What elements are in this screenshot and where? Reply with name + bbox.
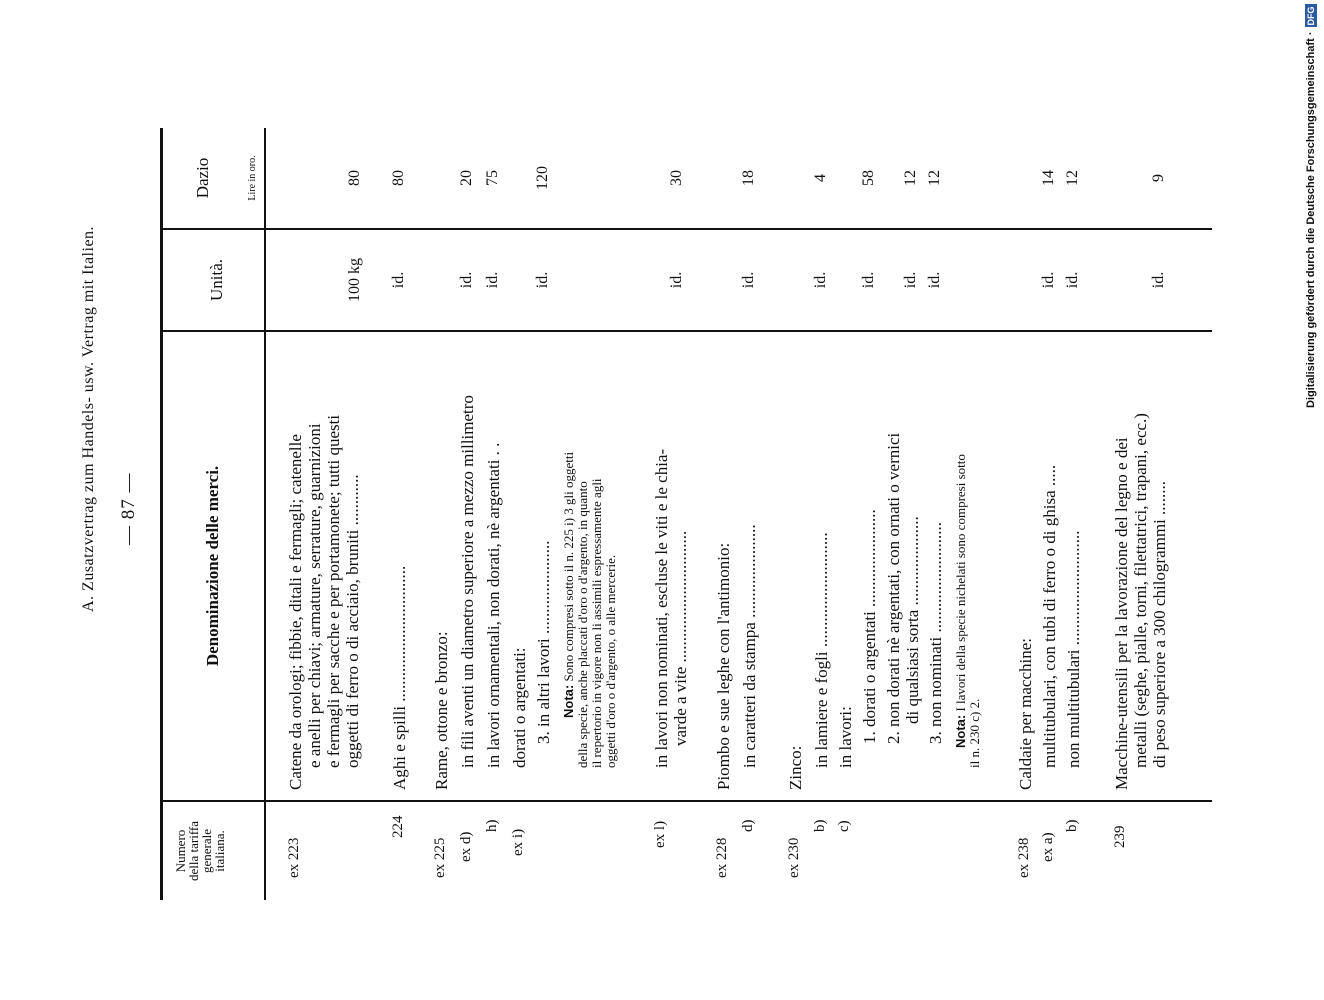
- item-description: dorati o argentati:: [510, 647, 529, 768]
- duty-value: 9: [1150, 174, 1167, 182]
- col-header-number-l3: generale: [199, 828, 214, 874]
- desc-line: Catene da orologi; fibbie, ditali e fermagli; catenelle: [286, 434, 305, 790]
- desc-line: e anelli per chiavi; armature, serrature, guarnizioni: [305, 423, 324, 768]
- item-description: Caldaie per macchine:: [1016, 638, 1035, 790]
- tariff-number: 224: [390, 815, 406, 838]
- tariff-number: ex 230: [786, 837, 802, 878]
- col-header-number-l4: italiana.: [212, 830, 227, 872]
- item-description: Aghi e spilli ................................: [390, 565, 409, 790]
- item-description: 1. dorati o argentati .......................: [860, 509, 879, 744]
- desc-line: metalli (seghe, pialle, torni, filettatrici, trapani, ecc.): [1131, 413, 1150, 768]
- nota-line: il repertorio in vigore non li assimili espressamente agli: [589, 478, 604, 768]
- item-description: Rame, ottone e bronzo:: [432, 631, 451, 790]
- item-description: [286, 415, 362, 790]
- item-description: 3. non nominati ..........................: [926, 522, 945, 744]
- desc-line: Macchine-utensili per la lavorazione del legno e dei: [1112, 437, 1131, 790]
- unit-value: id.: [484, 271, 501, 289]
- tariff-number: d): [740, 819, 756, 832]
- item-description: in lamiere e fogli ...........................: [812, 532, 831, 768]
- desc-line: varde a vite ...............................: [671, 530, 690, 746]
- duty-value: 14: [1040, 170, 1057, 186]
- tariff-number: c): [836, 820, 852, 832]
- item-description: 3. in altri lavori ......................: [534, 540, 553, 744]
- unit-value: id.: [1150, 271, 1167, 289]
- unit-value: id.: [902, 271, 919, 289]
- tariff-number: ex i): [510, 828, 526, 856]
- tariff-number: b): [812, 819, 828, 832]
- item-description: in lavori:: [836, 706, 855, 768]
- unit-value: id.: [1040, 271, 1057, 289]
- duty-value: 120: [534, 166, 551, 190]
- nota-block: [562, 452, 618, 768]
- dfg-watermark-text: Digitalisierung gefördert durch die Deutsche Forschungsgemeinschaft ·: [1305, 31, 1317, 408]
- desc-line: di peso superiore a 300 chilogrammi ........: [1150, 480, 1169, 768]
- desc-line: e fermagli per sacche e per portamonete; tutti questi: [324, 414, 343, 768]
- desc-line: oggetti di ferro o di acciaio, bruniti ............: [343, 474, 362, 768]
- duty-value: 20: [458, 170, 475, 186]
- tariff-number: h): [484, 819, 500, 832]
- col-header-number-l1: Numero: [173, 829, 188, 873]
- table-top-rule: [160, 128, 163, 900]
- unit-value: id.: [534, 271, 551, 289]
- item-description: in fili aventi un diametro superiore a mezzo millimetro: [458, 395, 477, 768]
- item-description: [1112, 413, 1169, 790]
- duty-value: 12: [926, 170, 943, 186]
- col-rule-description: [160, 330, 1212, 332]
- duty-value: 4: [812, 174, 829, 182]
- unit-value: id.: [390, 271, 407, 289]
- desc-line: 2. non dorati nè argentati, con ornati o vernici: [884, 432, 903, 744]
- unit-value: id.: [860, 271, 877, 289]
- desc-line: di qualsiasi sorta .....................: [903, 516, 922, 724]
- tariff-number: ex a): [1040, 832, 1056, 862]
- dfg-watermark: [1300, 8, 1322, 408]
- tariff-number: b): [1064, 819, 1080, 832]
- tariff-number: ex d): [458, 831, 474, 862]
- nota-line: oggetti d'oro o d'argento, o alle mercerie.: [603, 554, 618, 768]
- desc-line: in lavori non nominati, escluse le viti e le chia-: [652, 448, 671, 768]
- item-description: Piombo e sue leghe con l'antimonio:: [714, 542, 733, 790]
- tariff-number: ex l): [652, 820, 668, 848]
- col-rule-number: [160, 800, 1212, 802]
- nota-line: della specie, anche placcati d'oro o d'argento, in quanto: [575, 481, 590, 768]
- duty-value: 30: [668, 170, 685, 186]
- unit-value: id.: [668, 271, 685, 289]
- running-header-title: A. Zusatzvertrag zum Handels- usw. Vertrag mit Italien.: [80, 225, 97, 612]
- duty-value: 12: [902, 170, 919, 186]
- unit-value: id.: [740, 271, 757, 289]
- page-number: — 87 —: [118, 472, 139, 545]
- unit-value: id.: [1064, 271, 1081, 289]
- col-header-number: [174, 802, 226, 900]
- unit-value: id.: [926, 271, 943, 289]
- item-description: Zinco:: [786, 745, 805, 790]
- nota-block: [954, 454, 982, 768]
- item-description: multitubulari, con tubi di ferro o di ghisa .....: [1040, 464, 1059, 768]
- duty-value: 80: [390, 170, 407, 186]
- unit-value: 100 kg: [346, 258, 363, 302]
- item-description: non multitubulari ...........................: [1064, 530, 1083, 768]
- nota-line: il n. 230 c) 2.: [967, 698, 982, 768]
- nota-line: I lavori della specie nichelati sono compresi sotto: [953, 454, 968, 712]
- item-description: in lavori ornamentali, non dorati, nè argentati . .: [484, 442, 503, 768]
- unit-value: id.: [458, 271, 475, 289]
- col-header-duty-sub: Lire in oro.: [247, 155, 258, 201]
- tariff-number: ex 238: [1016, 837, 1032, 878]
- duty-value: 80: [346, 170, 363, 186]
- nota-label: Nota:: [561, 684, 576, 718]
- tariff-number: ex 225: [432, 837, 448, 878]
- nota-label: Nota:: [953, 714, 968, 748]
- unit-value: id.: [812, 271, 829, 289]
- header-bottom-rule: [264, 128, 266, 900]
- item-description: [652, 449, 690, 768]
- dfg-logo: DFG: [1306, 6, 1316, 26]
- duty-value: 18: [740, 170, 757, 186]
- item-description: in caratteri da stampa ......................: [740, 524, 759, 768]
- tariff-number: ex 228: [714, 837, 730, 878]
- nota-line: Sono compresi sotto il n. 225 i) 3 gli oggetti: [561, 451, 576, 682]
- dfg-watermark-text-wrap: [1300, 8, 1322, 408]
- tariff-number: 239: [1112, 825, 1128, 848]
- item-description: [884, 433, 922, 744]
- duty-value: 75: [484, 170, 501, 186]
- duty-value: 58: [860, 170, 877, 186]
- tariff-number: ex 223: [286, 837, 302, 878]
- col-header-number-l2: della tariffa: [186, 820, 201, 882]
- col-header-duty: Dazio: [193, 157, 212, 199]
- col-header-description: Denominazione delle merci.: [203, 465, 222, 667]
- col-header-unit: Unità.: [207, 258, 226, 302]
- duty-value: 12: [1064, 170, 1081, 186]
